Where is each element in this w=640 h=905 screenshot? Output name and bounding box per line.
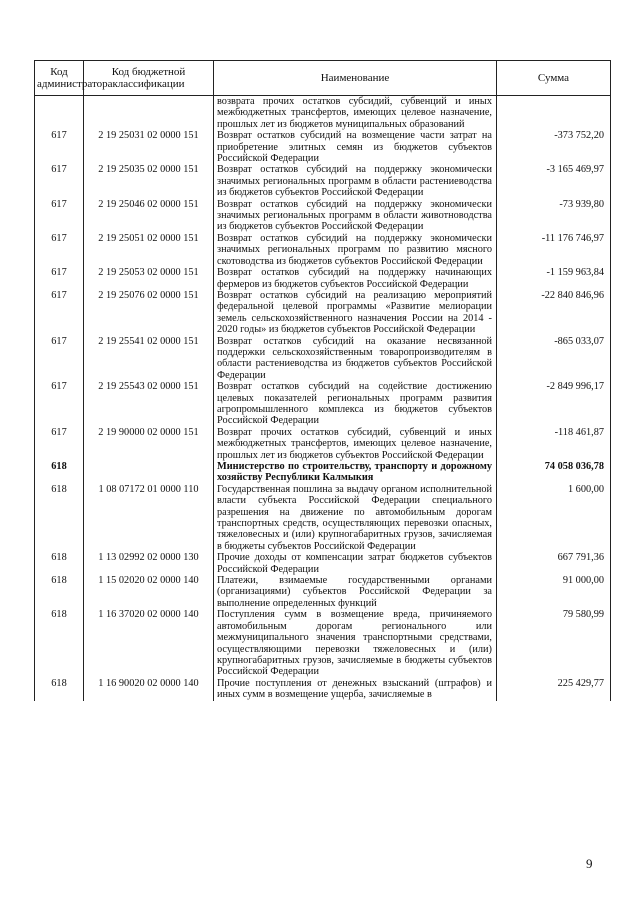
table-header <box>35 61 611 96</box>
table-row <box>35 427 611 461</box>
row-name: Возврат остатков субсидий на поддержку начинающих фермеров из бюджетов субъектов Российской Федерации <box>214 267 497 290</box>
row-sum: -373 752,20 <box>497 130 611 164</box>
row-name: Возврат остатков субсидий на возмещение части затрат на приобретение элитных семян из бюджетов субъектов Российской Федерации <box>214 130 497 164</box>
row-name: Возврат остатков субсидий на реализацию мероприятий федеральной целевой программы «Развитие мелиорации земель сельскохозяйственного назначения России на 2014 - 2020 годы» из бюджетов субъектов Российской Федерации <box>214 290 497 336</box>
row-name: Министерство по строительству, транспорту и дорожному хозяйству Республики Калмыкия <box>214 461 497 484</box>
row-budget-code: 1 16 90020 02 0000 140 <box>84 678 214 701</box>
row-admin-code: 618 <box>35 461 84 484</box>
table-row <box>35 336 611 382</box>
row-sum: -118 461,87 <box>497 427 611 461</box>
row-sum: -73 939,80 <box>497 199 611 233</box>
header-budget-code: Код бюджетной классификации <box>84 61 214 96</box>
page-number: 9 <box>586 856 593 871</box>
row-budget-code: 2 19 90000 02 0000 151 <box>84 427 214 461</box>
table-row <box>35 381 611 427</box>
row-name: Государственная пошлина за выдачу органом исполнительной власти субъекта Российской Федерации специального разрешения на движение по автомобильным дорогам транспортных средств, осуществляющих перевозки опасных, тяжеловесных и (или) крупногабаритных грузов, зачисляемая в бюджеты субъектов Российской Федерации <box>214 484 497 552</box>
row-budget-code: 2 19 25076 02 0000 151 <box>84 290 214 336</box>
row-budget-code: 1 08 07172 01 0000 110 <box>84 484 214 552</box>
row-name: Возврат остатков субсидий на оказание несвязанной поддержки сельскохозяйственным товаропроизводителям в области растениеводства из бюджетов субъектов Российской Федерации <box>214 336 497 382</box>
row-admin-code: 617 <box>35 164 84 198</box>
row-budget-code: 2 19 25051 02 0000 151 <box>84 233 214 267</box>
row-name: Прочие доходы от компенсации затрат бюджетов субъектов Российской Федерации <box>214 552 497 575</box>
row-name: Возврат остатков субсидий на поддержку экономически значимых региональных программ в области растениеводства из бюджетов субъектов Российской Федерации <box>214 164 497 198</box>
row-budget-code: 2 19 25035 02 0000 151 <box>84 164 214 198</box>
row-name: Поступления сумм в возмещение вреда, причиняемого автомобильным дорогам регионального или межмуниципального значения транспортными средствами, осуществляющими перевозки тяжеловесных и (или) крупногабаритных грузов, зачисляемые в бюджеты субъектов Российской Федерации <box>214 609 497 677</box>
row-sum: -1 159 963,84 <box>497 267 611 290</box>
table-row <box>35 484 611 552</box>
table-row <box>35 575 611 609</box>
table-row <box>35 609 611 677</box>
row-admin-code: 618 <box>35 484 84 552</box>
table-row <box>35 678 611 701</box>
row-name: Прочие поступления от денежных взысканий (штрафов) и иных сумм в возмещение ущерба, зачисляемые в <box>214 678 497 701</box>
row-budget-code <box>84 96 214 131</box>
row-admin-code <box>35 96 84 131</box>
row-sum: 91 000,00 <box>497 575 611 609</box>
row-sum <box>497 96 611 131</box>
row-admin-code: 618 <box>35 552 84 575</box>
row-admin-code: 617 <box>35 336 84 382</box>
row-name: Возврат прочих остатков субсидий, субвенций и иных межбюджетных трансфертов, имеющих целевое назначение, прошлых лет из бюджетов субъектов Российской Федерации <box>214 427 497 461</box>
row-sum: -22 840 846,96 <box>497 290 611 336</box>
row-budget-code: 2 19 25541 02 0000 151 <box>84 336 214 382</box>
table-row <box>35 267 611 290</box>
row-admin-code: 617 <box>35 427 84 461</box>
header-name: Наименование <box>214 61 497 96</box>
row-name: Платежи, взимаемые государственными органами (организациями) субъектов Российской Федерации за выполнение определенных функций <box>214 575 497 609</box>
table-row <box>35 233 611 267</box>
row-sum: 79 580,99 <box>497 609 611 677</box>
budget-table <box>34 60 611 701</box>
row-admin-code: 617 <box>35 130 84 164</box>
table-row <box>35 164 611 198</box>
row-budget-code <box>84 461 214 484</box>
row-admin-code: 617 <box>35 290 84 336</box>
row-budget-code: 1 15 02020 02 0000 140 <box>84 575 214 609</box>
row-name: Возврат остатков субсидий на содействие достижению целевых показателей региональных программ развития агропромышленного комплекса из бюджетов субъектов Российской Федерации <box>214 381 497 427</box>
row-sum: 225 429,77 <box>497 678 611 701</box>
row-sum: -11 176 746,97 <box>497 233 611 267</box>
row-sum: 1 600,00 <box>497 484 611 552</box>
table-row <box>35 130 611 164</box>
row-sum: -2 849 996,17 <box>497 381 611 427</box>
row-admin-code: 617 <box>35 199 84 233</box>
row-admin-code: 617 <box>35 267 84 290</box>
table-row <box>35 461 611 484</box>
header-admin-code: Код администратора <box>35 61 84 96</box>
table-row <box>35 552 611 575</box>
row-name: Возврат остатков субсидий на поддержку экономически значимых региональных программ по развитию мясного скотоводства из бюджетов субъектов Российской Федерации <box>214 233 497 267</box>
row-sum: 667 791,36 <box>497 552 611 575</box>
row-admin-code: 617 <box>35 233 84 267</box>
row-sum: -3 165 469,97 <box>497 164 611 198</box>
row-budget-code: 2 19 25543 02 0000 151 <box>84 381 214 427</box>
row-budget-code: 1 16 37020 02 0000 140 <box>84 609 214 677</box>
row-name: Возврат остатков субсидий на поддержку экономически значимых региональных программ в области животноводства из бюджетов субъектов Российской Федерации <box>214 199 497 233</box>
table-row <box>35 199 611 233</box>
row-budget-code: 2 19 25053 02 0000 151 <box>84 267 214 290</box>
row-sum: -865 033,07 <box>497 336 611 382</box>
row-admin-code: 618 <box>35 678 84 701</box>
row-admin-code: 618 <box>35 609 84 677</box>
table-row <box>35 96 611 131</box>
row-budget-code: 2 19 25046 02 0000 151 <box>84 199 214 233</box>
row-budget-code: 1 13 02992 02 0000 130 <box>84 552 214 575</box>
row-name: возврата прочих остатков субсидий, субвенций и иных межбюджетных трансфертов, имеющих целевое назначение, прошлых лет из бюджетов муниципальных образований <box>214 96 497 131</box>
row-budget-code: 2 19 25031 02 0000 151 <box>84 130 214 164</box>
row-admin-code: 618 <box>35 575 84 609</box>
row-admin-code: 617 <box>35 381 84 427</box>
row-sum: 74 058 036,78 <box>497 461 611 484</box>
table-row <box>35 290 611 336</box>
header-sum: Сумма <box>497 61 611 96</box>
